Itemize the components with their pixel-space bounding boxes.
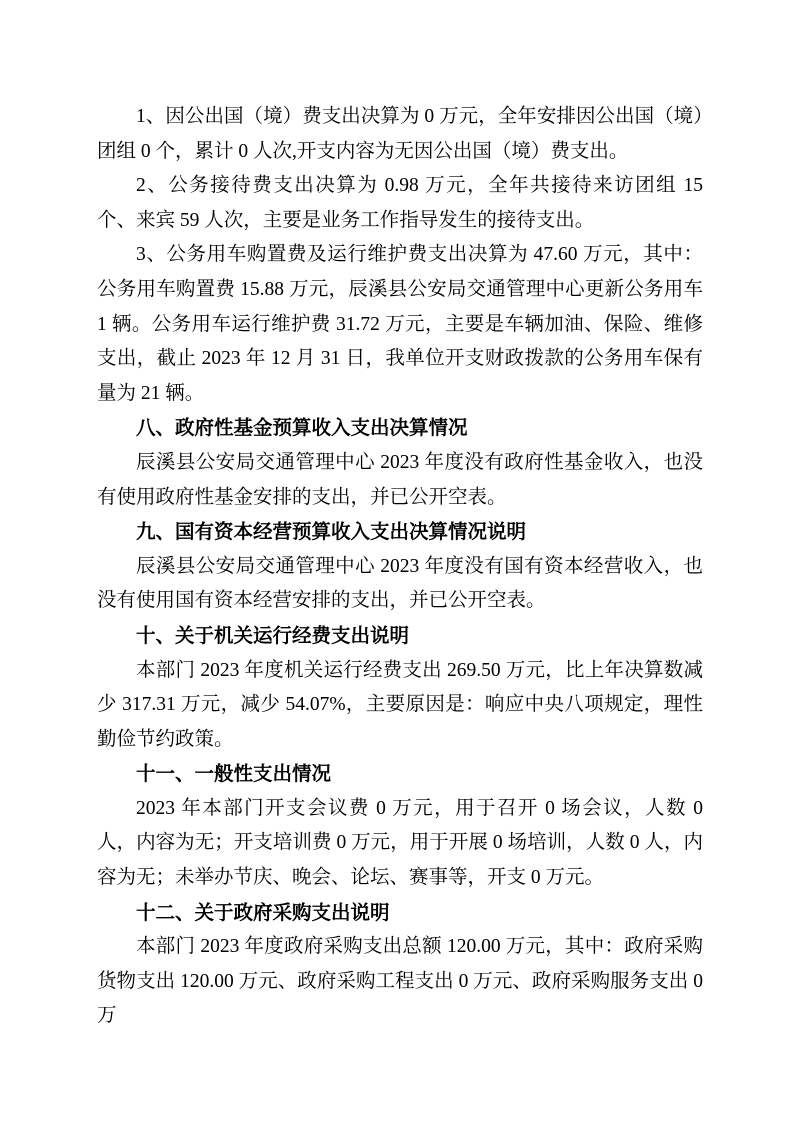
document-content	[97, 100, 703, 1034]
paragraph-state-capital: 辰溪县公安局交通管理中心 2023 年度没有国有资本经营收入，也没有使用国有资本经营安排的支出，并已公开空表。	[97, 555, 703, 612]
paragraph-official-vehicle-expense: 3、公务用车购置费及运行维护费支出决算为 47.60 万元，其中：公务用车购置费 15.88 万元，辰溪县公安局交通管理中心更新公务用车 1 辆。公务用车运行维护费 31.72 万元，主要是车辆加油、保险、维修支出，截止 2023 年 12 月 31 日，我单位开支财政拨款的公务用车保有量为 21 辆。	[97, 244, 703, 404]
paragraph-official-reception-expense: 2、公务接待费支出决算为 0.98 万元，全年共接待来访团组 15 个、来宾 59 人次，主要是业务工作指导发生的接待支出。	[97, 175, 703, 231]
paragraph-gov-procurement: 本部门 2023 年度政府采购支出总额 120.00 万元，其中：政府采购货物支出 120.00 万元、政府采购工程支出 0 万元、政府采购服务支出 0 万	[97, 936, 703, 1027]
heading-section-nine-state-capital: 九、国有资本经营预算收入支出决算情况说明	[136, 521, 527, 544]
paragraph-gov-fund-budget: 辰溪县公安局交通管理中心 2023 年度没有政府性基金收入，也没有使用政府性基金安排的支出，并已公开空表。	[97, 451, 703, 508]
paragraph-overseas-travel-expense: 1、因公出国（境）费支出决算为 0 万元，全年安排因公出国（境）团组 0 个，累计 0 人次,开支内容为无因公出国（境）费支出。	[97, 106, 703, 162]
paragraph-general-expense: 2023 年本部门开支会议费 0 万元，用于召开 0 场会议，人数 0 人，内容为无；开支培训费 0 万元，用于开展 0 场培训，人数 0 人，内容为无；未举办节庆、晚会、论坛、赛事等，开支 0 万元。	[97, 797, 703, 889]
paragraph-operating-expense: 本部门 2023 年度机关运行经费支出 269.50 万元，比上年决算数减少 317.31 万元，减少 54.07%，主要原因是：响应中央八项规定，理性勤俭节约政策。	[97, 659, 703, 750]
heading-section-twelve-gov-procurement: 十二、关于政府采购支出说明	[136, 901, 390, 924]
heading-section-eleven-general-expense: 十一、一般性支出情况	[136, 763, 332, 786]
heading-section-eight-gov-fund-budget: 八、政府性基金预算收入支出决算情况	[136, 417, 468, 440]
heading-section-ten-operating-expense: 十、关于机关运行经费支出说明	[136, 624, 410, 647]
